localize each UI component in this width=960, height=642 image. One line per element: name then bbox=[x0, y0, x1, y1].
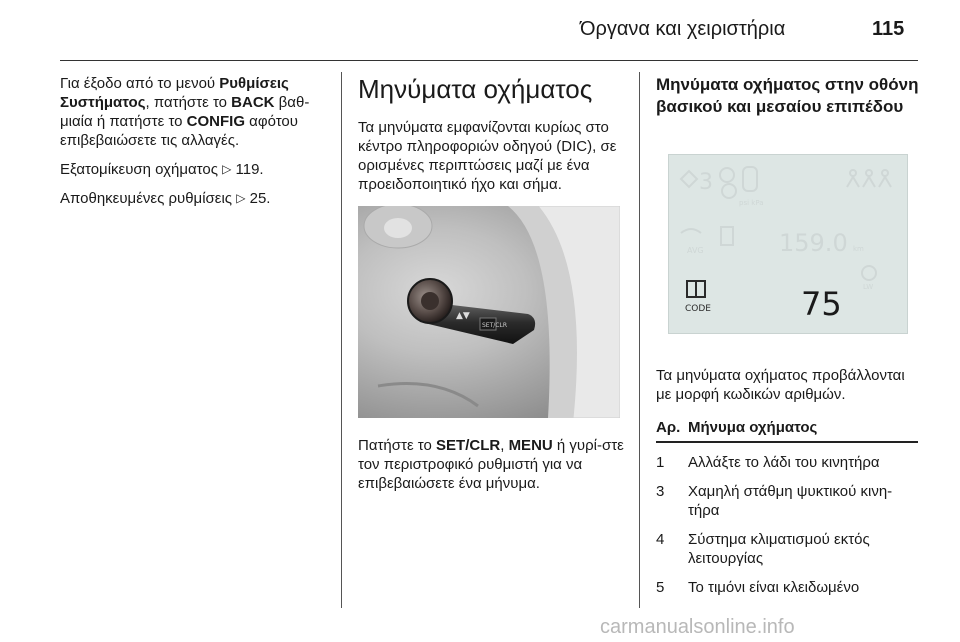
bold-term-set-clr: SET/CLR bbox=[436, 437, 501, 454]
seatbelt-icons bbox=[847, 170, 891, 187]
column-divider-1 bbox=[341, 72, 342, 608]
odometer-value: 159.0 bbox=[779, 229, 848, 257]
odometer-unit: km bbox=[853, 245, 864, 253]
table-cell-number: 3 bbox=[656, 483, 665, 500]
code-label: CODE bbox=[685, 304, 711, 314]
watermark: carmanualsonline.info bbox=[600, 616, 795, 638]
avg-label: AVG bbox=[687, 246, 704, 255]
stalk-arrows-label: ▲▼ bbox=[456, 311, 470, 321]
gear-digit: 3 bbox=[699, 170, 713, 195]
table-cell-message: Το τιμόνι είναι κλειδωμένο bbox=[688, 579, 860, 596]
bold-term-system-settings: Ρυθμίσεις Συστήματος bbox=[60, 75, 289, 111]
section-title-vehicle-messages: Μηνύματα οχήματος bbox=[358, 74, 593, 104]
paragraph-exit-menu bbox=[60, 74, 326, 150]
page-reference[interactable]: 119. bbox=[235, 161, 264, 178]
header-rule bbox=[60, 60, 918, 61]
bold-term-menu: MENU bbox=[508, 437, 553, 454]
code-value: 75 bbox=[801, 285, 842, 323]
stalk-set-label: SET/CLR bbox=[482, 322, 507, 329]
table-row bbox=[656, 472, 918, 520]
car-top-view-icon bbox=[743, 167, 757, 191]
dic-display-symbols bbox=[669, 155, 907, 333]
steering-stalk-illustration bbox=[358, 206, 620, 418]
text-run: ή γυρί-στε τον περιστροφικό ρυθμιστή για να επιβεβαιώσετε ένα μήνυμα. bbox=[358, 437, 624, 492]
text-run: αφότου επιβεβαιώσετε τις αλλαγές. bbox=[60, 113, 298, 149]
text-run: Πατήστε το bbox=[358, 437, 437, 454]
table-cell-message: Σύστημα κλιματισμού εκτός λειτουργίας bbox=[688, 531, 870, 567]
table-header-number: Αρ. bbox=[656, 418, 688, 442]
table-header-message: Μήνυμα οχήματος bbox=[688, 418, 918, 442]
running-header-title: Όργανα και χειριστήρια bbox=[580, 18, 786, 40]
lane-icon bbox=[862, 266, 876, 280]
service-icon bbox=[720, 168, 734, 182]
column-3 bbox=[656, 74, 922, 597]
table-cell-message: Χαμηλή στάθμη ψυκτικού κινη-τήρα bbox=[688, 483, 893, 519]
column-divider-2 bbox=[639, 72, 640, 608]
paragraph-message-codes: Τα μηνύματα οχήματος προβάλλονται με μορφή κωδικών αριθμών. bbox=[656, 367, 905, 403]
text-run: , πατήστε το bbox=[145, 94, 232, 111]
oil-icon bbox=[681, 229, 701, 233]
fuel-icon bbox=[721, 227, 733, 245]
text-run: Αποθηκευμένες ρυθμίσεις bbox=[60, 190, 233, 207]
page-reference-arrow-icon: ▷ bbox=[236, 191, 246, 205]
table-row bbox=[656, 442, 918, 472]
page-number: 115 bbox=[872, 18, 905, 40]
pressure-unit: psi kPa bbox=[739, 199, 764, 207]
page-reference[interactable]: 25. bbox=[249, 190, 271, 207]
text-run: , bbox=[500, 437, 509, 454]
text-run: βαθ-μιαία ή πατήστε το bbox=[60, 94, 310, 130]
table-row bbox=[656, 568, 918, 597]
message-code-table bbox=[656, 418, 918, 597]
column-1 bbox=[60, 74, 326, 218]
bold-term-config: CONFIG bbox=[186, 113, 246, 130]
table-header-row bbox=[656, 418, 918, 442]
table-cell-message: Αλλάξτε το λάδι του κινητήρα bbox=[688, 454, 880, 471]
column-2 bbox=[358, 74, 624, 503]
page-reference-arrow-icon: ▷ bbox=[222, 162, 232, 176]
table-row bbox=[656, 520, 918, 568]
table-cell-number: 5 bbox=[656, 579, 665, 596]
table-cell-number: 4 bbox=[656, 531, 665, 548]
brake-icon bbox=[722, 184, 736, 198]
section-title-basic-display-messages: Μηνύματα οχήματος στην οθόνη βασικού και μεσαίου επιπέδου bbox=[656, 75, 919, 116]
dic-display-illustration bbox=[656, 138, 918, 350]
shift-icon bbox=[681, 171, 697, 187]
stalk-photo bbox=[358, 206, 620, 418]
bold-term-back: BACK bbox=[231, 94, 275, 111]
paragraph-confirm-message bbox=[358, 436, 624, 493]
table-cell-number: 1 bbox=[656, 454, 665, 471]
text-run: Για έξοδο από το μενού bbox=[60, 75, 220, 92]
paragraph-messages-intro: Τα μηνύματα εμφανίζονται κυρίως στο κέντρο πληροφοριών οδηγού (DIC), σε ορισμένες περιπτώσεις μαζί με ένα προειδοποιητικό ήχο και σήμα. bbox=[358, 119, 617, 193]
text-run: Εξατομίκευση οχήματος bbox=[60, 161, 218, 178]
lw-label: LW bbox=[863, 283, 874, 291]
paragraph-vehicle-personalisation bbox=[60, 160, 326, 179]
paragraph-stored-settings bbox=[60, 189, 326, 208]
dic-panel bbox=[668, 154, 908, 334]
